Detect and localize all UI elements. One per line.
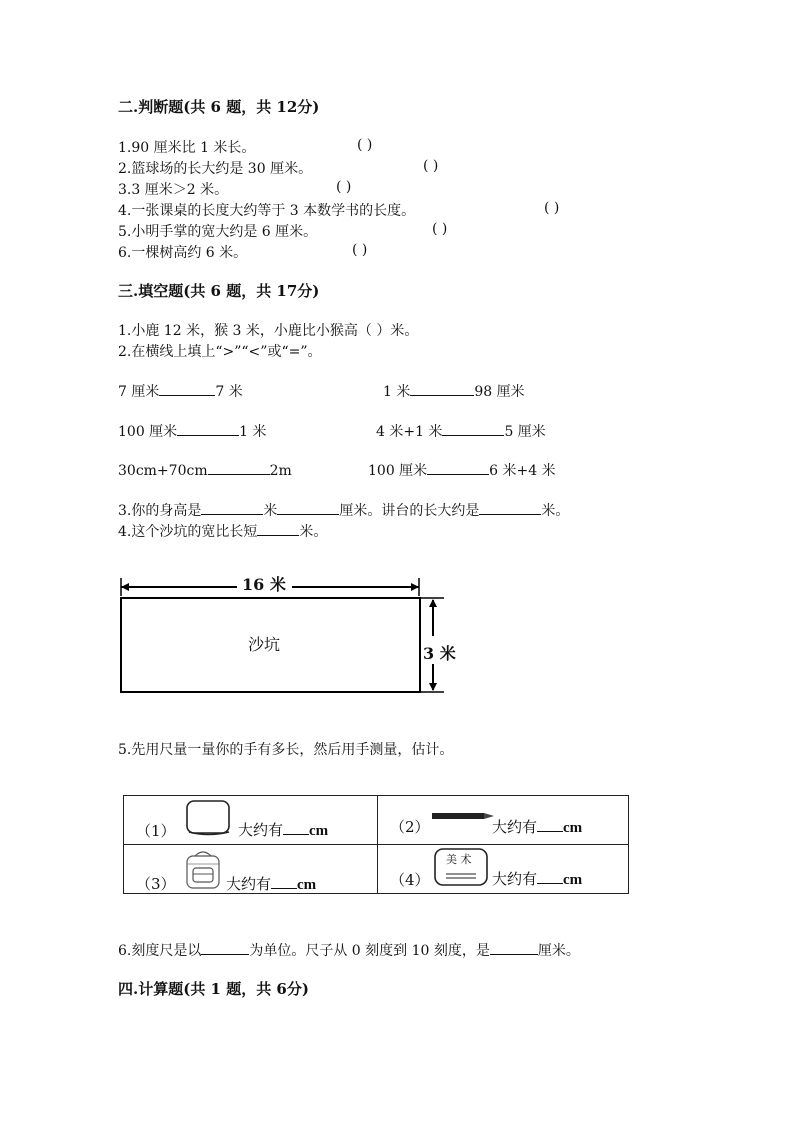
measure-cell-3 (124, 845, 378, 894)
measure-num-3: （3） (136, 875, 176, 893)
ruler-length-blank[interactable] (490, 940, 538, 955)
compare-2-left: 1 米 (383, 384, 411, 400)
measure-text-2 (492, 816, 582, 837)
measure-blank-1[interactable] (283, 820, 309, 835)
podium-length-blank[interactable] (479, 500, 541, 515)
measure-text-3 (226, 873, 316, 894)
measure-num-4: （4） (390, 871, 430, 889)
compare-4 (376, 421, 546, 441)
judge-item-2: 2.篮球场的长大约是 30 厘米。 (118, 161, 313, 177)
judge-item-5: 5.小明手掌的宽大约是 6 厘米。 (118, 224, 318, 240)
compare-3-right: 1 米 (239, 424, 267, 440)
measure-blank-2[interactable] (537, 817, 563, 832)
measure-unit-3: cm (297, 877, 317, 893)
book-icon (184, 799, 234, 841)
compare-4-right: 5 厘米 (504, 424, 546, 440)
fill-q4-text-a: 4.这个沙坑的宽比长短 (118, 524, 258, 540)
measure-num-1: （1） (136, 822, 176, 840)
compare-6 (368, 460, 556, 480)
art-book-title: 美 术 (446, 853, 472, 866)
compare-6-right: 6 米+4 米 (489, 463, 556, 479)
compare-1 (118, 381, 243, 401)
compare-3 (118, 421, 267, 441)
measure-blank-4[interactable] (537, 869, 563, 884)
measure-unit-2: cm (563, 820, 583, 836)
compare-4-left: 4 米+1 米 (376, 424, 443, 440)
sandpit-diff-blank[interactable] (257, 521, 299, 536)
compare-5 (118, 460, 292, 479)
height-meter-blank[interactable] (201, 500, 263, 515)
section4-title: 四.计算题(共 1 题，共 6分) (118, 980, 309, 998)
fill-q3-text-c: 厘米。讲台的长大约是 (339, 503, 480, 519)
measure-text-1 (238, 819, 328, 840)
sandpit-width-label: 3 米 (423, 644, 456, 663)
judge-answer-4[interactable]: ( ) (544, 200, 560, 216)
width-arrowhead-bottom (429, 683, 437, 691)
fill-q3-text-b: 米 (263, 503, 278, 519)
compare-6-left: 100 厘米 (368, 463, 428, 479)
fill-q3-text-d: 米。 (541, 503, 570, 519)
measure-label-4: 大约有 (492, 870, 538, 888)
fill-q6-text-a: 6.刻度尺是以 (118, 943, 202, 959)
length-arrowhead-left (121, 583, 129, 591)
compare-2 (383, 381, 525, 401)
fill-q3 (118, 500, 569, 520)
judge-answer-1[interactable]: ( ) (357, 137, 373, 153)
ruler-unit-blank[interactable] (201, 940, 249, 955)
measure-cell-4 (378, 845, 629, 894)
judge-item-1: 1.90 厘米比 1 米长。 (118, 140, 256, 156)
section2-title: 二.判断题(共 6 题，共 12分) (118, 98, 320, 116)
measure-cell-2 (378, 796, 629, 845)
compare-1-right: 7 米 (215, 384, 243, 400)
measure-label-1: 大约有 (238, 821, 284, 839)
fill-q6-text-b: 为单位。尺子从 0 刻度到 10 刻度，是 (249, 943, 490, 959)
compare-5-right: 2m (269, 463, 292, 479)
compare-1-left: 7 厘米 (118, 384, 160, 400)
fill-q1: 1.小鹿 12 米，猴 3 米，小鹿比小猴高（ ）米。 (118, 323, 419, 339)
measure-cell-1 (124, 796, 378, 845)
judge-answer-6[interactable]: ( ) (352, 242, 368, 258)
fill-q2: 2.在横线上填上“>”“<”或“=”。 (118, 344, 322, 360)
judge-answer-2[interactable]: ( ) (423, 158, 439, 174)
fill-q4-text-b: 米。 (299, 524, 328, 540)
measure-label-3: 大约有 (226, 875, 272, 893)
height-cm-blank[interactable] (277, 500, 339, 515)
backpack-icon (182, 848, 226, 896)
judge-item-3: 3.3 厘米＞2 米。 (118, 182, 229, 198)
fill-q6 (118, 940, 580, 960)
measure-unit-4: cm (563, 872, 583, 888)
sandpit-name: 沙坑 (248, 635, 281, 654)
compare-2-right: 98 厘米 (474, 384, 525, 400)
measure-table (123, 795, 629, 894)
compare-3-left: 100 厘米 (118, 424, 178, 440)
measure-blank-3[interactable] (271, 874, 297, 889)
judge-item-4: 4.一张课桌的长度大约等于 3 本数学书的长度。 (118, 203, 416, 219)
measure-text-4 (492, 868, 582, 889)
measure-label-2: 大约有 (492, 818, 538, 836)
sandpit-length-label: 16 米 (242, 575, 286, 594)
compare-2-blank[interactable] (410, 381, 474, 396)
compare-6-blank[interactable] (427, 460, 489, 475)
fill-q6-text-c: 厘米。 (537, 943, 580, 959)
length-arrowhead-right (411, 583, 419, 591)
section3-title: 三.填空题(共 6 题，共 17分) (118, 282, 320, 300)
compare-4-blank[interactable] (442, 421, 504, 436)
fill-q3-text-a: 3.你的身高是 (118, 503, 202, 519)
judge-item-6: 6.一棵树高约 6 米。 (118, 245, 248, 261)
fill-q5: 5.先用尺量一量你的手有多长，然后用手测量，估计。 (118, 742, 454, 758)
compare-3-blank[interactable] (177, 421, 239, 436)
compare-5-blank[interactable] (208, 460, 270, 475)
width-arrowhead-top (429, 599, 437, 607)
compare-1-blank[interactable] (159, 381, 215, 396)
judge-answer-3[interactable]: ( ) (336, 179, 352, 195)
measure-num-2: （2） (390, 818, 430, 836)
judge-answer-5[interactable]: ( ) (432, 221, 448, 237)
measure-unit-1: cm (309, 823, 329, 839)
pencil-icon (430, 810, 496, 828)
compare-5-left: 30cm+70cm (118, 463, 208, 479)
fill-q4 (118, 521, 327, 541)
